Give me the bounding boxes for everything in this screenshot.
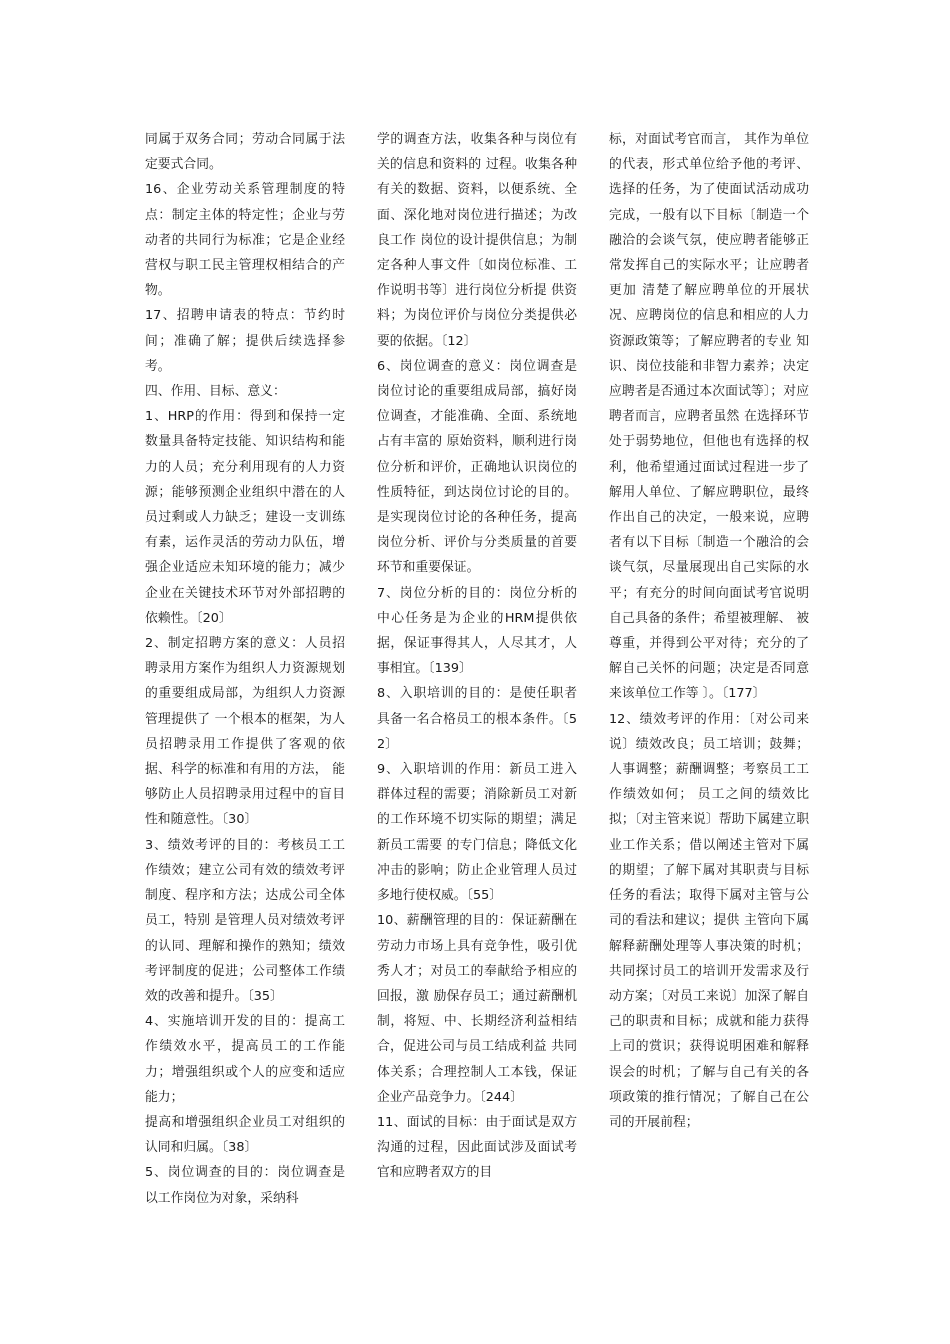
paragraph: 11、面试的目标：由于面试是双方沟通的过程，因此面试涉及面试考官和应聘者双方的目: [377, 1114, 577, 1181]
paragraph: 6、岗位调查的意义：岗位调查是岗位讨论的重要组成局部，搞好岗位调查，才能准确、全面、系统地占有丰富的 原始资料，顺利进行岗位分析和评价，正确地认识岗位的性质特征，到达岗位讨论的目的。是实现岗位讨论的各种任务，提高岗位分析、评价与分类质量的首要环节和重要保证。: [377, 358, 577, 576]
paragraph: 同属于双务合同；劳动合同属于法定要式合同。: [145, 132, 345, 173]
paragraph: 1、HRP的作用：得到和保持一定数量具备特定技能、知识结构和能力的人员；充分利用现有的人力资源；能够预测企业组织中潜在的人员过剩或人力缺乏；建设一支训练有素，运作灵活的劳动力队伍，增强企业适应未知环境的能力；减少企业在关键技术环节对外部招聘的依赖性。〔20〕: [145, 409, 345, 626]
text-column-middle: [377, 127, 577, 1186]
paragraph: 16、企业劳动关系管理制度的特点：制定主体的特定性；企业与劳动者的共同行为标准；它是企业经营权与职工民主管理权相结合的产物。: [145, 182, 345, 299]
section-heading: 四、作用、目标、意义：: [145, 384, 286, 400]
paragraph: 7、岗位分析的目的：岗位分析的中心任务是为企业的HRM提供依据，保证事得其人，人尽其才，人事相宜。〔139〕: [377, 585, 577, 677]
paragraph: 提高和增强组织企业员工对组织的认同和归属。〔38〕: [145, 1114, 345, 1156]
paragraph: 9、入职培训的作用：新员工进入群体过程的需要；消除新员工对新的工作环境不切实际的期望；满足新员工需要 的专门信息；降低文化冲击的影响；防止企业管理人员过多地行使权威。〔55〕: [377, 762, 577, 904]
paragraph: 4、实施培训开发的目的：提高工作绩效水平，提高员工的工作能力；增强组织或个人的应变和适应能力；: [145, 1014, 345, 1105]
paragraph: 17、招聘申请表的特点：节约时间；准确了解；提供后续选择参考。: [145, 308, 345, 374]
paragraph: 标，对面试考官而言， 其作为单位的代表，形式单位给予他的考评、选择的任务，为了使面试活动成功完成，一般有以下目标〔制造一个融洽的会谈气氛，使应聘者能够正常发挥自己的实际水平；让应聘者更加 清楚了解应聘单位的开展状况、应聘岗位的信息和相应的人力资源政策等；了解应聘者的专业 知识、岗位技能和非智力素养；决定应聘者是否通过本次面试等〕；对应聘者而言，应聘者虽然 在选择环节处于弱势地位，但他也有选择的权利，他希望通过面试过程进一步了解用人单位、了解应聘职位，最终作出自己的决定，一般来说，应聘者有以下目标〔制造一个融洽的会谈气氛，尽量展现出自己实际的水平；有充分的时间向面试考官说明自己具备的条件；希望被理解、 被尊重，并得到公平对待；充分的了解自己关怀的问题；决定是否同意来该单位工作等 〕。〔177〕: [609, 132, 809, 702]
paragraph: 5、岗位调查的目的：岗位调查是以工作岗位为对象，采纳科: [145, 1165, 345, 1206]
paragraph: 学的调查方法，收集各种与岗位有关的信息和资料的 过程。收集各种有关的数据、资料，以便系统、全面、深化地对岗位进行描述；为改良工作 岗位的设计提供信息；为制定各种人事文件〔如岗位标准、工作说明书等〕进行岗位分析提 供资料；为岗位评价与岗位分类提供必要的依据。〔12〕: [377, 132, 577, 349]
paragraph: 10、薪酬管理的目的：保证薪酬在劳动力市场上具有竞争性，吸引优秀人才；对员工的奉献给予相应的回报，激 励保存员工；通过薪酬机制，将短、中、长期经济利益相结合，促进公司与员工结成利益 共同体关系；合理控制人工本钱，保证企业产品竞争力。〔244〕: [377, 913, 577, 1105]
paragraph: 8、入职培训的目的：是使任职者具备一名合格员工的根本条件。〔52〕: [377, 686, 577, 752]
paragraph: 12、绩效考评的作用：〔对公司来说〕绩效改良；员工培训；鼓舞；人事调整；薪酬调整；考察员工工作绩效如何； 员工之间的绩效比拟；〔对主管来说〕帮助下属建立职业工作关系；借以阐述主管对下属的期望；了解下属对其职责与目标任务的看法；取得下属对主管与公司的看法和建议；提供 主管向下属解释薪酬处理等人事决策的时机；共同探讨员工的培训开发需求及行动方案；〔对员工来说〕加深了解自己的职责和目标；成就和能力获得上司的赏识；获得说明困难和解释误会的时机；了解与自己有关的各项政策的推行情况；了解自己在公司的开展前程；: [609, 711, 809, 1130]
text-column-right: [609, 127, 809, 1135]
text-column-left: [145, 127, 345, 1211]
paragraph: 2、制定招聘方案的意义：人员招聘录用方案作为组织人力资源规划的重要组成局部，为组织人力资源管理提供了 一个根本的框架，为人员招聘录用工作提供了客观的依据、科学的标准和有用的方法， 能够防止人员招聘录用过程中的盲目性和随意性。〔30〕: [145, 636, 345, 828]
paragraph: 3、绩效考评的目的：考核员工工作绩效；建立公司有效的绩效考评制度、程序和方法；达成公司全体员工，特别 是管理人员对绩效考评的认同、理解和操作的熟知；绩效考评制度的促进；公司整体工作绩效的改善和提升。〔35〕: [145, 837, 345, 1004]
